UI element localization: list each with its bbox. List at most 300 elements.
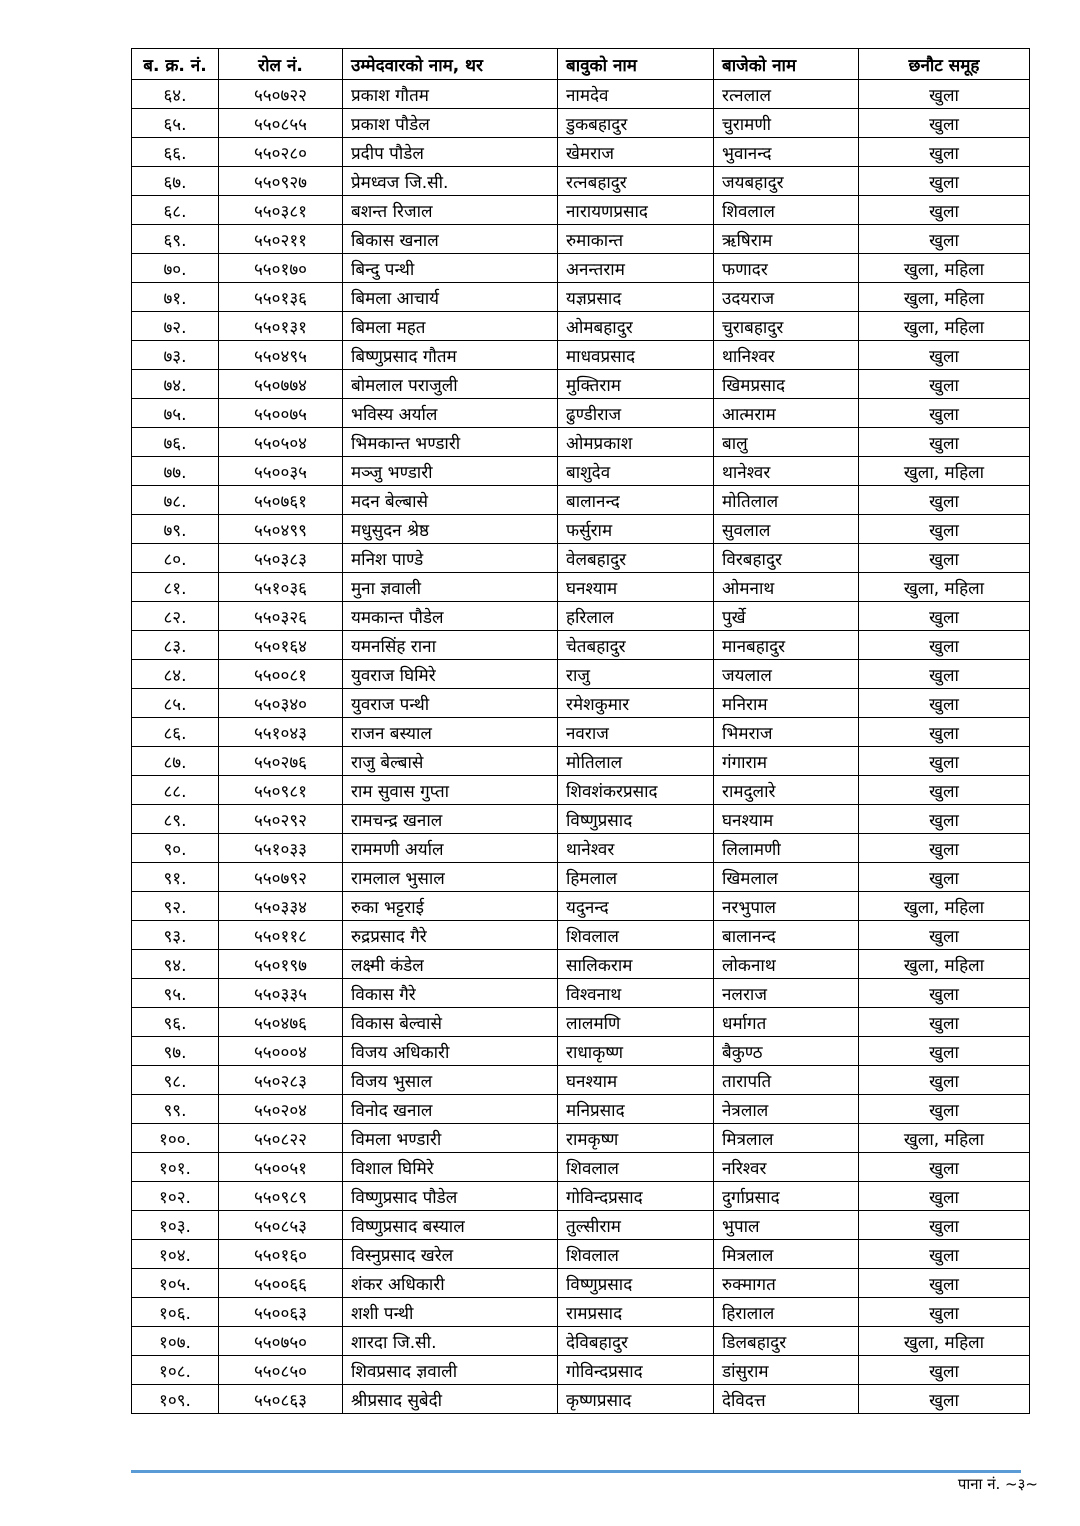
selection-group-cell: खुला, महिला — [859, 254, 1030, 283]
selection-group-cell: खुला — [859, 515, 1030, 544]
roll-no-cell: ५५०१६४ — [219, 631, 343, 660]
roll-no-cell: ५५०२९२ — [219, 805, 343, 834]
candidate-name-cell: बिमला आचार्य — [343, 283, 558, 312]
selection-group-cell: खुला — [859, 631, 1030, 660]
serial-no-cell: १०९. — [132, 1385, 219, 1414]
selection-group-cell: खुला, महिला — [859, 892, 1030, 921]
father-name-cell: सालिकराम — [558, 950, 714, 979]
father-name-cell: ढुण्डीराज — [558, 399, 714, 428]
serial-no-cell: ७६. — [132, 428, 219, 457]
roll-no-cell: ५५०२११ — [219, 225, 343, 254]
serial-no-cell: ९३. — [132, 921, 219, 950]
serial-no-cell: ८२. — [132, 602, 219, 631]
serial-no-cell: ८०. — [132, 544, 219, 573]
footer-rule — [131, 1470, 1021, 1473]
table-header-row — [132, 49, 1030, 80]
selection-group-cell: खुला — [859, 80, 1030, 109]
header-candidate-name: उम्मेदवारको नाम, थर — [343, 49, 558, 80]
candidate-name-cell: श्रीप्रसाद सुबेदी — [343, 1385, 558, 1414]
grandfather-name-cell: मानबहादुर — [714, 631, 859, 660]
roll-no-cell: ५५०८२२ — [219, 1124, 343, 1153]
roll-no-cell: ५५०४९५ — [219, 341, 343, 370]
candidate-name-cell: राम सुवास गुप्ता — [343, 776, 558, 805]
selection-group-cell: खुला — [859, 1066, 1030, 1095]
grandfather-name-cell: जयलाल — [714, 660, 859, 689]
roll-no-cell: ५५०२८३ — [219, 1066, 343, 1095]
candidate-name-cell: राममणी अर्याल — [343, 834, 558, 863]
serial-no-cell: ८८. — [132, 776, 219, 805]
father-name-cell: रुमाकान्त — [558, 225, 714, 254]
selection-group-cell: खुला — [859, 109, 1030, 138]
table-row — [132, 1385, 1030, 1414]
selection-group-cell: खुला — [859, 602, 1030, 631]
father-name-cell: बाशुदेव — [558, 457, 714, 486]
grandfather-name-cell: घनश्याम — [714, 805, 859, 834]
candidate-name-cell: रुद्रप्रसाद गैरे — [343, 921, 558, 950]
grandfather-name-cell: भिमराज — [714, 718, 859, 747]
selection-group-cell: खुला, महिला — [859, 312, 1030, 341]
roll-no-cell: ५५०९२७ — [219, 167, 343, 196]
serial-no-cell: ६७. — [132, 167, 219, 196]
father-name-cell: शिवलाल — [558, 921, 714, 950]
father-name-cell: खेमराज — [558, 138, 714, 167]
selection-group-cell: खुला — [859, 776, 1030, 805]
table-row — [132, 805, 1030, 834]
table-row — [132, 863, 1030, 892]
table-body — [132, 80, 1030, 1414]
roll-no-cell: ५५०३८३ — [219, 544, 343, 573]
selection-group-cell: खुला, महिला — [859, 283, 1030, 312]
roll-no-cell: ५५०२८० — [219, 138, 343, 167]
header-serial-no: ब. क्र. नं. — [132, 49, 219, 80]
father-name-cell: अनन्तराम — [558, 254, 714, 283]
father-name-cell: यज्ञप्रसाद — [558, 283, 714, 312]
father-name-cell: नारायणप्रसाद — [558, 196, 714, 225]
grandfather-name-cell: डांसुराम — [714, 1356, 859, 1385]
roll-no-cell: ५५०१९७ — [219, 950, 343, 979]
selection-group-cell: खुला, महिला — [859, 950, 1030, 979]
roll-no-cell: ५५००६६ — [219, 1269, 343, 1298]
candidate-name-cell: बिन्दु पन्थी — [343, 254, 558, 283]
roll-no-cell: ५५०७६१ — [219, 486, 343, 515]
serial-no-cell: १०२. — [132, 1182, 219, 1211]
father-name-cell: हरिलाल — [558, 602, 714, 631]
selection-group-cell: खुला — [859, 399, 1030, 428]
candidate-name-cell: विकास गैरे — [343, 979, 558, 1008]
grandfather-name-cell: ओमनाथ — [714, 573, 859, 602]
roll-no-cell: ५५१०४३ — [219, 718, 343, 747]
candidate-name-cell: प्रकाश पौडेल — [343, 109, 558, 138]
serial-no-cell: १०७. — [132, 1327, 219, 1356]
serial-no-cell: ९८. — [132, 1066, 219, 1095]
table-row — [132, 747, 1030, 776]
selection-group-cell: खुला — [859, 138, 1030, 167]
roll-no-cell: ५५०१६० — [219, 1240, 343, 1269]
table-row — [132, 109, 1030, 138]
serial-no-cell: ९४. — [132, 950, 219, 979]
roll-no-cell: ५५०३८१ — [219, 196, 343, 225]
candidate-name-cell: रुका भट्टराई — [343, 892, 558, 921]
grandfather-name-cell: बालानन्द — [714, 921, 859, 950]
selection-group-cell: खुला, महिला — [859, 1124, 1030, 1153]
grandfather-name-cell: सुवलाल — [714, 515, 859, 544]
serial-no-cell: ७९. — [132, 515, 219, 544]
table-row — [132, 1269, 1030, 1298]
table-row — [132, 776, 1030, 805]
candidate-name-cell: बिकास खनाल — [343, 225, 558, 254]
serial-no-cell: ८७. — [132, 747, 219, 776]
grandfather-name-cell: उदयराज — [714, 283, 859, 312]
father-name-cell: नामदेव — [558, 80, 714, 109]
grandfather-name-cell: फणादर — [714, 254, 859, 283]
table-row — [132, 399, 1030, 428]
table-row — [132, 80, 1030, 109]
candidate-name-cell: राजु बेल्बासे — [343, 747, 558, 776]
candidate-name-cell: प्रदीप पौडेल — [343, 138, 558, 167]
candidate-name-cell: मुना ज्ञवाली — [343, 573, 558, 602]
candidate-name-cell: भविस्य अर्याल — [343, 399, 558, 428]
candidate-name-cell: बशन्त रिजाल — [343, 196, 558, 225]
roll-no-cell: ५५००७५ — [219, 399, 343, 428]
table-row — [132, 950, 1030, 979]
selection-group-cell: खुला — [859, 428, 1030, 457]
table-row — [132, 979, 1030, 1008]
selection-group-cell: खुला — [859, 1008, 1030, 1037]
selection-group-cell: खुला — [859, 1095, 1030, 1124]
roll-no-cell: ५५००६३ — [219, 1298, 343, 1327]
serial-no-cell: ७७. — [132, 457, 219, 486]
selection-group-cell: खुला — [859, 921, 1030, 950]
serial-no-cell: ६९. — [132, 225, 219, 254]
table-row — [132, 1356, 1030, 1385]
candidate-name-cell: यमनसिंह राना — [343, 631, 558, 660]
serial-no-cell: ८९. — [132, 805, 219, 834]
table-row — [132, 1066, 1030, 1095]
father-name-cell: हिमलाल — [558, 863, 714, 892]
candidate-name-cell: विकास बेल्वासे — [343, 1008, 558, 1037]
grandfather-name-cell: ऋषिराम — [714, 225, 859, 254]
serial-no-cell: ९६. — [132, 1008, 219, 1037]
grandfather-name-cell: बैकुण्ठ — [714, 1037, 859, 1066]
candidate-name-cell: मञ्जु भण्डारी — [343, 457, 558, 486]
header-grandfather-name: बाजेको नाम — [714, 49, 859, 80]
table-row — [132, 1211, 1030, 1240]
grandfather-name-cell: मनिराम — [714, 689, 859, 718]
table-row — [132, 1037, 1030, 1066]
table-row — [132, 1298, 1030, 1327]
grandfather-name-cell: थानिश्वर — [714, 341, 859, 370]
table-row — [132, 1182, 1030, 1211]
grandfather-name-cell: रुक्मागत — [714, 1269, 859, 1298]
table-row — [132, 225, 1030, 254]
table-row — [132, 689, 1030, 718]
father-name-cell: राधाकृष्ण — [558, 1037, 714, 1066]
father-name-cell: रामकृष्ण — [558, 1124, 714, 1153]
table-row — [132, 892, 1030, 921]
selection-group-cell: खुला — [859, 1298, 1030, 1327]
table-row — [132, 312, 1030, 341]
serial-no-cell: ८५. — [132, 689, 219, 718]
father-name-cell: डुकबहादुर — [558, 109, 714, 138]
father-name-cell: विष्णुप्रसाद — [558, 805, 714, 834]
table-row — [132, 631, 1030, 660]
candidate-name-cell: मनिश पाण्डे — [343, 544, 558, 573]
grandfather-name-cell: पुर्खे — [714, 602, 859, 631]
table-row — [132, 196, 1030, 225]
selection-group-cell: खुला — [859, 1240, 1030, 1269]
grandfather-name-cell: हिरालाल — [714, 1298, 859, 1327]
serial-no-cell: ७०. — [132, 254, 219, 283]
father-name-cell: बालानन्द — [558, 486, 714, 515]
roll-no-cell: ५५०२७६ — [219, 747, 343, 776]
candidate-name-cell: लक्ष्मी कंडेल — [343, 950, 558, 979]
roll-no-cell: ५५००५१ — [219, 1153, 343, 1182]
serial-no-cell: १०१. — [132, 1153, 219, 1182]
roll-no-cell: ५५०३३४ — [219, 892, 343, 921]
serial-no-cell: ८१. — [132, 573, 219, 602]
father-name-cell: रत्नबहादुर — [558, 167, 714, 196]
selection-group-cell: खुला — [859, 689, 1030, 718]
candidate-name-cell: विनोद खनाल — [343, 1095, 558, 1124]
table-row — [132, 254, 1030, 283]
selection-group-cell: खुला — [859, 834, 1030, 863]
serial-no-cell: ७८. — [132, 486, 219, 515]
roll-no-cell: ५५०३२६ — [219, 602, 343, 631]
father-name-cell: माधवप्रसाद — [558, 341, 714, 370]
results-table — [131, 48, 1030, 1414]
grandfather-name-cell: रत्नलाल — [714, 80, 859, 109]
selection-group-cell: खुला — [859, 167, 1030, 196]
candidate-name-cell: शारदा जि.सी. — [343, 1327, 558, 1356]
table-row — [132, 1095, 1030, 1124]
page-number: पाना नं. ~३~ — [957, 1475, 1038, 1493]
table-row — [132, 544, 1030, 573]
grandfather-name-cell: खिमलाल — [714, 863, 859, 892]
roll-no-cell: ५५०११८ — [219, 921, 343, 950]
roll-no-cell: ५५००८१ — [219, 660, 343, 689]
header-father-name: बावुको नाम — [558, 49, 714, 80]
serial-no-cell: ७५. — [132, 399, 219, 428]
table-row — [132, 1153, 1030, 1182]
candidate-name-cell: विष्णुप्रसाद पौडेल — [343, 1182, 558, 1211]
grandfather-name-cell: धर्मागत — [714, 1008, 859, 1037]
serial-no-cell: ६८. — [132, 196, 219, 225]
grandfather-name-cell: मोतिलाल — [714, 486, 859, 515]
father-name-cell: फर्सुराम — [558, 515, 714, 544]
father-name-cell: चेतबहादुर — [558, 631, 714, 660]
roll-no-cell: ५५०४७६ — [219, 1008, 343, 1037]
roll-no-cell: ५५०७५० — [219, 1327, 343, 1356]
candidate-name-cell: यमकान्त पौडेल — [343, 602, 558, 631]
table-row — [132, 370, 1030, 399]
table-row — [132, 921, 1030, 950]
selection-group-cell: खुला, महिला — [859, 1327, 1030, 1356]
candidate-name-cell: विशाल घिमिरे — [343, 1153, 558, 1182]
candidate-name-cell: युवराज पन्थी — [343, 689, 558, 718]
father-name-cell: गोविन्दप्रसाद — [558, 1182, 714, 1211]
table-row — [132, 486, 1030, 515]
table-row — [132, 573, 1030, 602]
roll-no-cell: ५५००३५ — [219, 457, 343, 486]
serial-no-cell: ७१. — [132, 283, 219, 312]
candidate-name-cell: विजय भुसाल — [343, 1066, 558, 1095]
serial-no-cell: ७२. — [132, 312, 219, 341]
selection-group-cell: खुला — [859, 1269, 1030, 1298]
grandfather-name-cell: लिलामणी — [714, 834, 859, 863]
table-row — [132, 718, 1030, 747]
father-name-cell: रामप्रसाद — [558, 1298, 714, 1327]
serial-no-cell: ७४. — [132, 370, 219, 399]
serial-no-cell: १०३. — [132, 1211, 219, 1240]
selection-group-cell: खुला — [859, 979, 1030, 1008]
roll-no-cell: ५५०७७४ — [219, 370, 343, 399]
father-name-cell: देविबहादुर — [558, 1327, 714, 1356]
selection-group-cell: खुला — [859, 341, 1030, 370]
candidate-name-cell: रामचन्द्र खनाल — [343, 805, 558, 834]
roll-no-cell: ५५०९८१ — [219, 776, 343, 805]
serial-no-cell: १००. — [132, 1124, 219, 1153]
father-name-cell: शिवलाल — [558, 1153, 714, 1182]
table-row — [132, 602, 1030, 631]
father-name-cell: रमेशकुमार — [558, 689, 714, 718]
father-name-cell: ओमबहादुर — [558, 312, 714, 341]
grandfather-name-cell: बालु — [714, 428, 859, 457]
serial-no-cell: ८४. — [132, 660, 219, 689]
father-name-cell: मनिप्रसाद — [558, 1095, 714, 1124]
roll-no-cell: ५५०५०४ — [219, 428, 343, 457]
candidate-name-cell: बिष्णुप्रसाद गौतम — [343, 341, 558, 370]
candidate-name-cell: विष्णुप्रसाद बस्याल — [343, 1211, 558, 1240]
candidate-name-cell: रामलाल भुसाल — [343, 863, 558, 892]
father-name-cell: लालमणि — [558, 1008, 714, 1037]
grandfather-name-cell: जयबहादुर — [714, 167, 859, 196]
table-row — [132, 1240, 1030, 1269]
table-row — [132, 834, 1030, 863]
roll-no-cell: ५५०१३६ — [219, 283, 343, 312]
roll-no-cell: ५५०७९२ — [219, 863, 343, 892]
father-name-cell: यदुनन्द — [558, 892, 714, 921]
table-row — [132, 167, 1030, 196]
table-row — [132, 660, 1030, 689]
serial-no-cell: ९०. — [132, 834, 219, 863]
results-table-container — [131, 48, 1030, 1414]
grandfather-name-cell: नरिश्वर — [714, 1153, 859, 1182]
grandfather-name-cell: रामदुलारे — [714, 776, 859, 805]
father-name-cell: मोतिलाल — [558, 747, 714, 776]
father-name-cell: मुक्तिराम — [558, 370, 714, 399]
roll-no-cell: ५५१०३६ — [219, 573, 343, 602]
serial-no-cell: ६४. — [132, 80, 219, 109]
selection-group-cell: खुला — [859, 1037, 1030, 1066]
table-row — [132, 138, 1030, 167]
father-name-cell: गोविन्दप्रसाद — [558, 1356, 714, 1385]
father-name-cell: घनश्याम — [558, 573, 714, 602]
grandfather-name-cell: चुराबहादुर — [714, 312, 859, 341]
father-name-cell: शिवलाल — [558, 1240, 714, 1269]
header-selection-group: छनौट समूह — [859, 49, 1030, 80]
selection-group-cell: खुला — [859, 863, 1030, 892]
candidate-name-cell: प्रेमध्वज जि.सी. — [343, 167, 558, 196]
table-row — [132, 457, 1030, 486]
table-row — [132, 428, 1030, 457]
selection-group-cell: खुला — [859, 1211, 1030, 1240]
serial-no-cell: ९१. — [132, 863, 219, 892]
grandfather-name-cell: नेत्रलाल — [714, 1095, 859, 1124]
candidate-name-cell: प्रकाश गौतम — [343, 80, 558, 109]
grandfather-name-cell: नरभुपाल — [714, 892, 859, 921]
roll-no-cell: ५५०४९९ — [219, 515, 343, 544]
grandfather-name-cell: शिवलाल — [714, 196, 859, 225]
roll-no-cell: ५५०२०४ — [219, 1095, 343, 1124]
candidate-name-cell: बोमलाल पराजुली — [343, 370, 558, 399]
roll-no-cell: ५५०७२२ — [219, 80, 343, 109]
grandfather-name-cell: मित्रलाल — [714, 1240, 859, 1269]
candidate-name-cell: शशी पन्थी — [343, 1298, 558, 1327]
roll-no-cell: ५५०८५५ — [219, 109, 343, 138]
candidate-name-cell: राजन बस्याल — [343, 718, 558, 747]
father-name-cell: वेलबहादुर — [558, 544, 714, 573]
father-name-cell: राजु — [558, 660, 714, 689]
serial-no-cell: १०८. — [132, 1356, 219, 1385]
grandfather-name-cell: चुरामणी — [714, 109, 859, 138]
candidate-name-cell: शंकर अधिकारी — [343, 1269, 558, 1298]
serial-no-cell: ६६. — [132, 138, 219, 167]
serial-no-cell: ९९. — [132, 1095, 219, 1124]
selection-group-cell: खुला — [859, 1182, 1030, 1211]
candidate-name-cell: युवराज घिमिरे — [343, 660, 558, 689]
selection-group-cell: खुला — [859, 486, 1030, 515]
serial-no-cell: ६५. — [132, 109, 219, 138]
serial-no-cell: ९७. — [132, 1037, 219, 1066]
father-name-cell: कृष्णप्रसाद — [558, 1385, 714, 1414]
roll-no-cell: ५५१०३३ — [219, 834, 343, 863]
candidate-name-cell: शिवप्रसाद ज्ञवाली — [343, 1356, 558, 1385]
serial-no-cell: ७३. — [132, 341, 219, 370]
grandfather-name-cell: देविदत्त — [714, 1385, 859, 1414]
selection-group-cell: खुला — [859, 225, 1030, 254]
table-row — [132, 283, 1030, 312]
roll-no-cell: ५५०१७० — [219, 254, 343, 283]
candidate-name-cell: भिमकान्त भण्डारी — [343, 428, 558, 457]
grandfather-name-cell: तारापति — [714, 1066, 859, 1095]
roll-no-cell: ५५०८५३ — [219, 1211, 343, 1240]
candidate-name-cell: बिमला महत — [343, 312, 558, 341]
selection-group-cell: खुला — [859, 660, 1030, 689]
father-name-cell: विष्णुप्रसाद — [558, 1269, 714, 1298]
candidate-name-cell: मधुसुदन श्रेष्ठ — [343, 515, 558, 544]
serial-no-cell: १०६. — [132, 1298, 219, 1327]
roll-no-cell: ५५०१३१ — [219, 312, 343, 341]
serial-no-cell: १०५. — [132, 1269, 219, 1298]
roll-no-cell: ५५०९८९ — [219, 1182, 343, 1211]
roll-no-cell: ५५०३४० — [219, 689, 343, 718]
father-name-cell: थानेश्वर — [558, 834, 714, 863]
selection-group-cell: खुला — [859, 1356, 1030, 1385]
table-row — [132, 1124, 1030, 1153]
selection-group-cell: खुला — [859, 747, 1030, 776]
grandfather-name-cell: विरबहादुर — [714, 544, 859, 573]
father-name-cell: शिवशंकरप्रसाद — [558, 776, 714, 805]
candidate-name-cell: विजय अधिकारी — [343, 1037, 558, 1066]
grandfather-name-cell: नलराज — [714, 979, 859, 1008]
selection-group-cell: खुला, महिला — [859, 457, 1030, 486]
grandfather-name-cell: मित्रलाल — [714, 1124, 859, 1153]
header-roll-no: रोल नं. — [219, 49, 343, 80]
selection-group-cell: खुला — [859, 196, 1030, 225]
roll-no-cell: ५५०००४ — [219, 1037, 343, 1066]
father-name-cell: ओमप्रकाश — [558, 428, 714, 457]
father-name-cell: विश्वनाथ — [558, 979, 714, 1008]
